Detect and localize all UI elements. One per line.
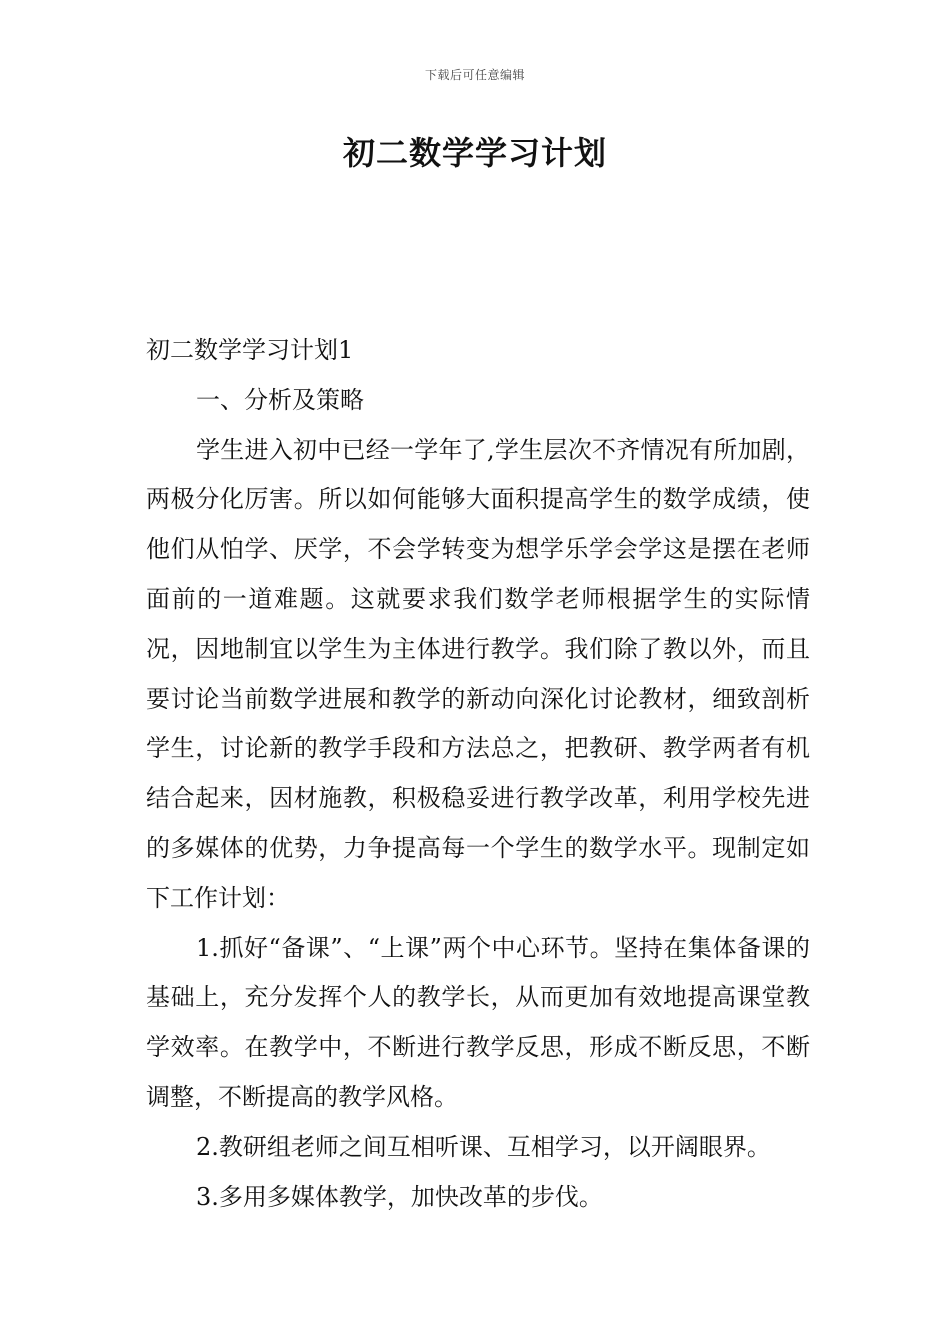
section-heading: 初二数学学习计划1 [146, 336, 354, 364]
page-title: 初二数学学习计划 [342, 134, 607, 172]
paragraph-item-3: 3.多用多媒体教学，加快改革的步伐。 [196, 1182, 603, 1211]
document-body [146, 326, 810, 1222]
paragraph-item-2: 2.教研组老师之间互相听课、互相学习，以开阔眼界。 [196, 1132, 771, 1161]
paragraph-intro: 学生进入初中已经一学年了,学生层次不齐情况有所加剧，两极分化厉害。所以如何能够大面积提高学生的数学成绩，使他们从怕学、厌学，不会学转变为想学乐学会学这是摆在老师面前的一道难题。这就要求我们数学老师根据学生的实际情况，因地制宜以学生为主体进行教学。我们除了教以外，而且要讨论当前数学进展和教学的新动向深化讨论教材，细致剖析学生，讨论新的教学手段和方法总之，把教研、教学两者有机结合起来，因材施教，积极稳妥进行教学改革，利用学校先进的多媒体的优势，力争提高每一个学生的数学水平。现制定如下工作计划： [146, 435, 810, 912]
header-note: 下载后可任意编辑 [424, 68, 525, 82]
paragraph-item-1: 1.抓好“备课”、“上课”两个中心环节。坚持在集体备课的基础上，充分发挥个人的教学长，从而更加有效地提高课堂教学效率。在教学中，不断进行教学反思，形成不断反思，不断调整，不断提高的教学风格。 [146, 933, 810, 1111]
subheading: 一、分析及策略 [196, 385, 364, 414]
